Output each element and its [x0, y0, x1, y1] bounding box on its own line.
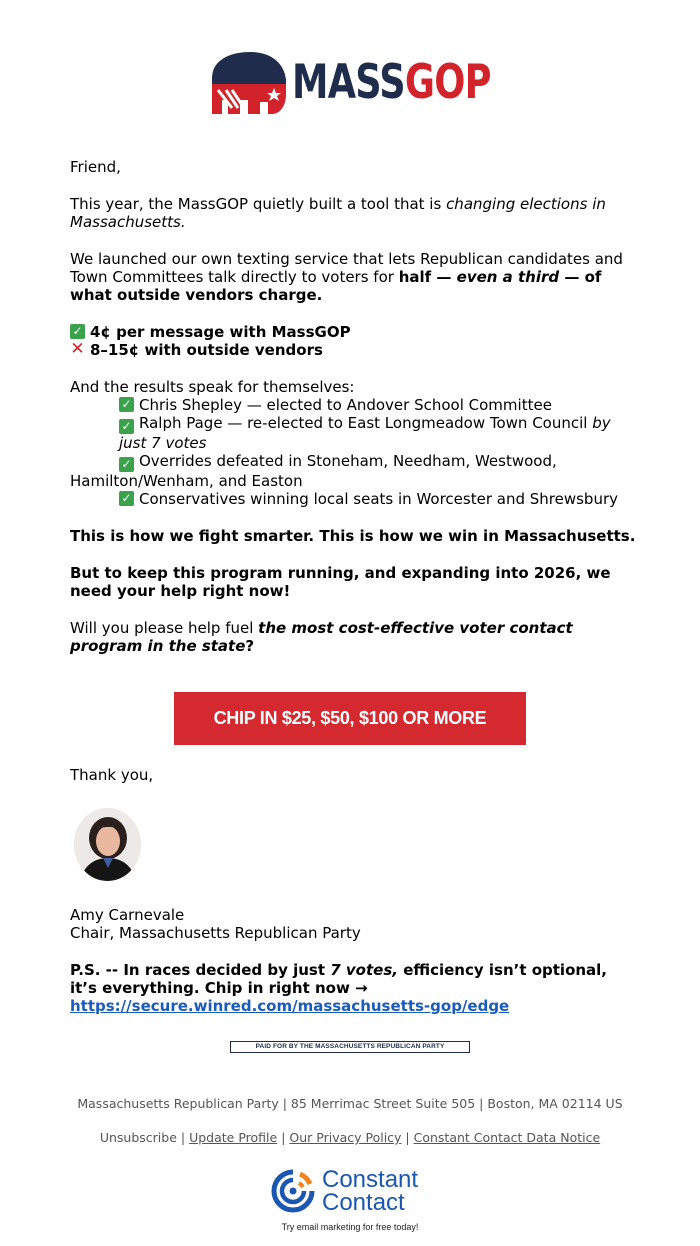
logo-mass: MASS — [292, 55, 405, 110]
check-icon: ✓ — [119, 491, 134, 506]
chip-in-button[interactable]: CHIP IN $25, $50, $100 OR MORE — [174, 692, 526, 745]
logo-wordmark — [292, 50, 491, 116]
footer-links — [0, 1130, 700, 1145]
link-separator: | — [401, 1130, 414, 1145]
keep-paragraph: But to keep this program running, and expanding into 2026, we need your help right now! — [70, 564, 611, 600]
check-icon: ✓ — [119, 457, 134, 472]
results-list — [70, 396, 640, 508]
texting-paragraph — [70, 250, 640, 304]
update-profile-link[interactable]: Update Profile — [189, 1130, 278, 1145]
ps-emphasis: 7 votes, — [330, 961, 398, 979]
constant-contact-logo[interactable] — [270, 1168, 435, 1214]
fight-paragraph: This is how we fight smarter. This is how we win in Massachusetts. — [70, 527, 636, 545]
cc-wordmark — [322, 1168, 418, 1214]
ask-paragraph — [70, 619, 640, 655]
check-icon: ✓ — [119, 419, 134, 434]
ps-text-2: efficiency isn’t optional, it’s everything. Chip in right now → — [70, 961, 608, 997]
intro-text: This year, the MassGOP quietly built a tool that is — [70, 195, 447, 213]
ps-text: P.S. -- In races decided by just — [70, 961, 331, 979]
result-text: Conservatives winning local seats in Worcester and Shrewsbury — [139, 490, 618, 508]
result-item — [70, 452, 640, 490]
result-item — [119, 396, 640, 414]
logo-gop: GOP — [404, 55, 491, 110]
unsubscribe-link[interactable]: Unsubscribe — [99, 1130, 177, 1145]
privacy-policy-link[interactable]: Our Privacy Policy — [289, 1130, 402, 1145]
compare-vendors — [70, 341, 640, 359]
signer-name: Amy Carnevale — [70, 906, 185, 924]
ask-text: Will you please help fuel — [70, 619, 259, 637]
avatar — [74, 808, 141, 881]
cc-line1: Constant — [322, 1166, 419, 1193]
data-notice-link[interactable]: Constant Contact Data Notice — [413, 1130, 601, 1145]
vendors-text: — of what outside vendors charge. — [70, 268, 602, 304]
cc-tagline: Try email marketing for free today! — [281, 1222, 419, 1232]
intro-paragraph — [70, 195, 640, 231]
ask-end: ? — [245, 637, 255, 655]
texting-text: We launched our own texting service that lets Republican candidates and Town Committees talk directly to voters for — [70, 250, 623, 286]
ps-paragraph — [70, 961, 630, 1015]
link-separator: | — [277, 1130, 290, 1145]
result-text: Chris Shepley — elected to Andover School Committee — [139, 396, 552, 414]
result-emphasis: by just 7 votes — [119, 414, 611, 452]
link-separator: | — [176, 1130, 190, 1145]
result-item — [119, 490, 640, 508]
result-item — [70, 414, 640, 452]
chair-photo — [74, 808, 141, 881]
greeting: Friend, — [70, 158, 121, 176]
winred-link[interactable]: https://secure.winred.com/massachusetts-gop/edge — [70, 997, 510, 1015]
third-emphasis: even a third — [456, 268, 560, 286]
signer-title: Chair, Massachusetts Republican Party — [70, 924, 361, 942]
email-body — [70, 158, 640, 655]
cross-icon: ✕ — [70, 339, 85, 359]
elephant-icon — [208, 50, 290, 116]
massgop-logo[interactable] — [208, 50, 491, 116]
check-icon: ✓ — [70, 324, 85, 339]
footer-address: Massachusetts Republican Party | 85 Merrimac Street Suite 505 | Boston, MA 02114 US — [77, 1096, 623, 1111]
paid-for-disclaimer: PAID FOR BY THE MASSACHUSETTS REPUBLICAN PARTY — [230, 1041, 470, 1053]
check-icon: ✓ — [119, 397, 134, 412]
compare-massgop-text: 4¢ per message with MassGOP — [90, 323, 351, 341]
result-text: Ralph Page — re-elected to East Longmeadow Town Council — [139, 414, 593, 432]
results-intro: And the results speak for themselves: — [70, 378, 355, 396]
ask-emphasis: the most cost-effective voter contact program in the state — [70, 619, 573, 655]
half-text: half — — [398, 268, 457, 286]
cta-container — [174, 692, 526, 745]
cc-line2: Contact — [322, 1189, 405, 1216]
compare-massgop — [70, 323, 640, 341]
constant-contact-icon — [270, 1168, 316, 1214]
compare-vendors-text: 8–15¢ with outside vendors — [90, 341, 323, 359]
thanks-text: Thank you, — [70, 766, 154, 784]
result-text: Overrides defeated in Stoneham, Needham, Westwood, Hamilton/Wenham, and Easton — [70, 452, 557, 490]
intro-emphasis: changing elections in Massachusetts. — [70, 195, 606, 231]
signature-block — [70, 906, 361, 942]
